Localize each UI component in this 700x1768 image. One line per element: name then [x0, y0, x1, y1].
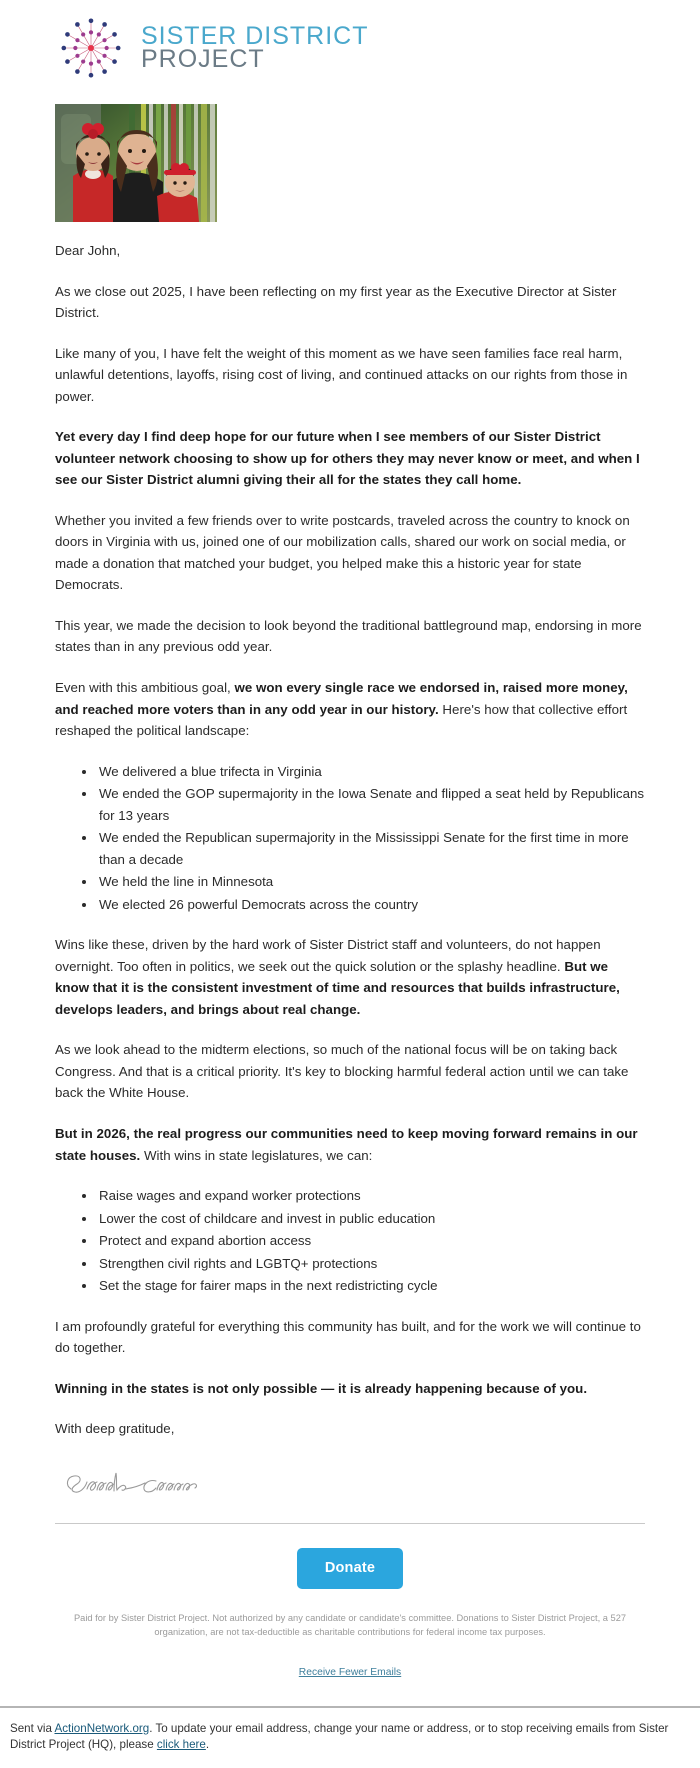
- an-prefix: Sent via: [10, 1721, 55, 1735]
- receive-fewer-emails-link[interactable]: Receive Fewer Emails: [298, 1666, 402, 1678]
- list-item: • We delivered a blue trifecta in Virginia: [97, 761, 645, 783]
- an-middle: . To update your email address, change your name or address, or to stop receiving emails from Sister District Project (HQ), please: [10, 1721, 669, 1752]
- paragraph-p12: [55, 1418, 645, 1440]
- emphasis-text: But in 2026, the real progress our communities need to keep moving forward remains in our state houses.: [55, 1126, 638, 1163]
- hero-photo: [55, 104, 217, 222]
- fewer-emails-wrap: [55, 1662, 645, 1706]
- plain-text: This year, we made the decision to look beyond the traditional battleground map, endorsing in more states than in any previous odd year.: [55, 617, 642, 655]
- email-header: [55, 0, 645, 92]
- list-item: • Strengthen civil rights and LGBTQ+ protections: [97, 1253, 645, 1275]
- list-item: • We held the line in Minnesota: [97, 871, 645, 893]
- actionnetwork-link[interactable]: ActionNetwork.org: [54, 1721, 150, 1735]
- an-suffix: .: [205, 1738, 210, 1752]
- plain-text: Even with this ambitious goal,: [55, 679, 235, 695]
- plain-text: Here's how that collective effort reshaped the political landscape:: [55, 701, 628, 739]
- paragraph-p4: [55, 510, 645, 596]
- wins-list: [55, 761, 645, 916]
- paragraph-p10: [55, 1316, 645, 1359]
- action-network-footer: [0, 1708, 700, 1768]
- paragraph-p3: [55, 426, 645, 491]
- paragraph-p7: [55, 934, 645, 1020]
- hero-photo-wrap: [55, 104, 645, 222]
- list-item: • Set the stage for fairer maps in the next redistricting cycle: [97, 1275, 645, 1297]
- letter-paragraphs-top: [55, 281, 645, 742]
- list-item: • Protect and expand abortion access: [97, 1230, 645, 1252]
- signature: [61, 1459, 645, 1501]
- brand-line-1: SISTER DISTRICT: [141, 22, 369, 50]
- paragraph-p2: [55, 343, 645, 408]
- paragraph-p9: [55, 1123, 645, 1166]
- list-item: • We elected 26 powerful Democrats across the country: [97, 894, 645, 916]
- paragraph-p1: [55, 281, 645, 324]
- goals-list: [55, 1185, 645, 1297]
- brand-line-2: PROJECT: [141, 45, 265, 73]
- plain-text: I am profoundly grateful for everything this community has built, and for the work we will continue to do together.: [55, 1318, 641, 1356]
- plain-text: Whether you invited a few friends over to write postcards, traveled across the country to knock on doors in Virginia with us, joined one of our mobilization calls, shared our work on social media, or made a donation that matched your budget, you helped make this a historic year for state Democrats.: [55, 512, 630, 593]
- paragraph-p11: [55, 1378, 645, 1400]
- list-item: • Lower the cost of childcare and invest in public education: [97, 1208, 645, 1230]
- emphasis-text: Winning in the states is not only possible — it is already happening because of you.: [55, 1380, 588, 1396]
- plain-text: With wins in state legislatures, we can:: [140, 1147, 373, 1163]
- legal-disclaimer: Paid for by Sister District Project. Not authorized by any candidate or candidate's committee. Donations to Sister District Project, a 527 organization, are not tax-deductible as charitable contributions for federal income tax purposes.: [73, 1612, 627, 1638]
- list-item: • Raise wages and expand worker protections: [97, 1185, 645, 1207]
- plain-text: As we look ahead to the midterm elections, so much of the national focus will be on taking back Congress. And that is a critical priority. It's key to blocking harmful federal action until we can take back the White House.: [55, 1042, 629, 1101]
- plain-text: Like many of you, I have felt the weight of this moment as we have seen families face real harm, unlawful detentions, layoffs, rising cost of living, and continued attacks on our rights from those in power.: [55, 345, 628, 404]
- starburst-logo-icon: [55, 14, 127, 82]
- list-item: • We ended the Republican supermajority in the Mississippi Senate for the first time in more than a decade: [97, 827, 645, 870]
- letter-paragraphs-end: [55, 1316, 645, 1440]
- donate-button[interactable]: Donate: [297, 1548, 403, 1589]
- paragraph-p5: [55, 615, 645, 658]
- emphasis-text: But we know that it is the consistent investment of time and resources that builds infrastructure, develops leaders, and brings about real change.: [55, 958, 620, 1017]
- plain-text: With deep gratitude,: [55, 1421, 175, 1437]
- plain-text: Wins like these, driven by the hard work of Sister District staff and volunteers, do not happen overnight. Too often in politics, we seek out the quick solution or the splashy headline.: [55, 937, 601, 974]
- donate-section: [55, 1524, 645, 1611]
- list-item: • We ended the GOP supermajority in the Iowa Senate and flipped a seat held by Republicans for 13 years: [97, 783, 645, 826]
- brand-wordmark: [141, 22, 369, 73]
- plain-text: As we close out 2025, I have been reflecting on my first year as the Executive Director at Sister District.: [55, 283, 617, 321]
- paragraph-p6: [55, 677, 645, 742]
- greeting: Dear John,: [55, 243, 121, 258]
- emphasis-text: Yet every day I find deep hope for our future when I see members of our Sister District volunteer network choosing to show up for others they may never know or meet, and when I see our Sister District alumni giving their all for the states they call home.: [55, 429, 640, 488]
- click-here-link[interactable]: click here: [156, 1738, 206, 1752]
- emphasis-text: we won every single race we endorsed in, raised more money, and reached more voters than in any odd year in our history.: [55, 679, 628, 717]
- letter-paragraphs-mid: [55, 934, 645, 1166]
- paragraph-p8: [55, 1039, 645, 1104]
